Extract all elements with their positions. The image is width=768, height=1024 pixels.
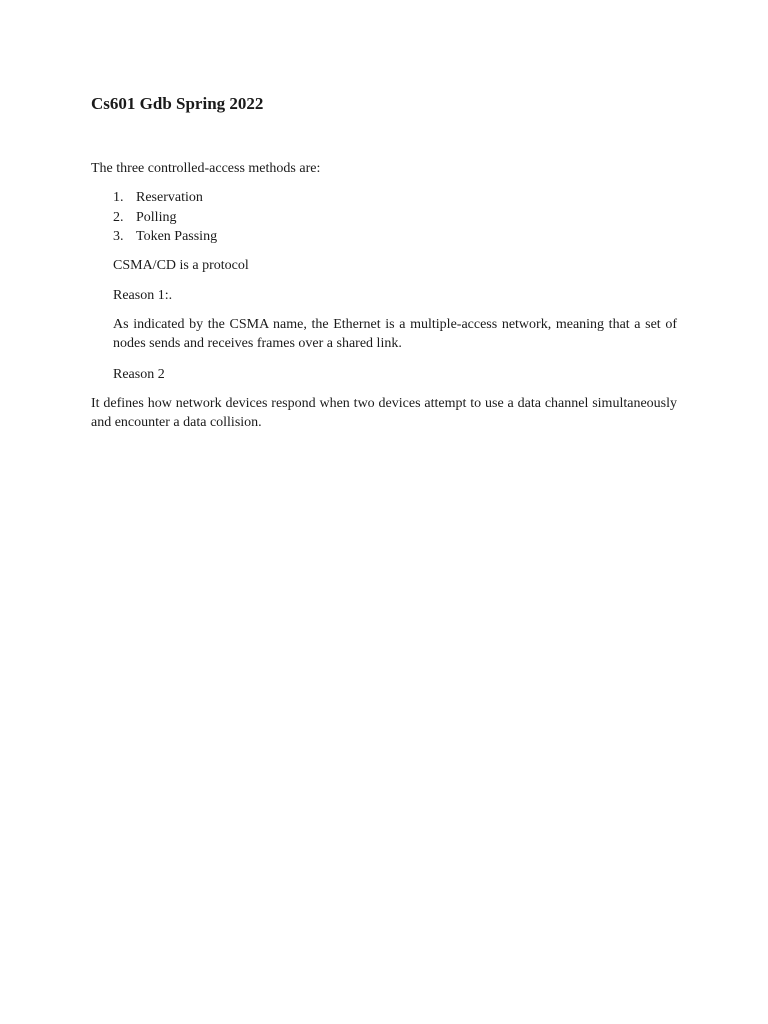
list-item-label: Token Passing [136,229,218,244]
list-item [113,227,217,247]
list-item-number: 1. [113,190,124,205]
list-item [113,208,217,228]
intro-paragraph: The three controlled-access methods are: [91,161,321,176]
list-item-number: 2. [113,209,124,225]
list-item-label: Polling [136,209,177,225]
reason-2-text: It defines how network devices respond when two devices attempt to use a data channel simultaneously and encounter a data collision. [91,396,677,430]
csma-paragraph: CSMA/CD is a protocol [113,258,249,273]
list-item-label: Reservation [136,190,203,205]
list-item [113,188,217,208]
list-item-number: 3. [113,229,124,244]
document-title: Cs601 Gdb Spring 2022 [91,94,264,113]
reason-2-label: Reason 2 [113,367,165,382]
reason-1-text: As indicated by the CSMA name, the Ethernet is a multiple-access network, meaning that a set of nodes sends and receives frames over a shared link. [113,317,677,351]
methods-list [113,188,217,247]
reason-1-label: Reason 1:. [113,288,173,303]
